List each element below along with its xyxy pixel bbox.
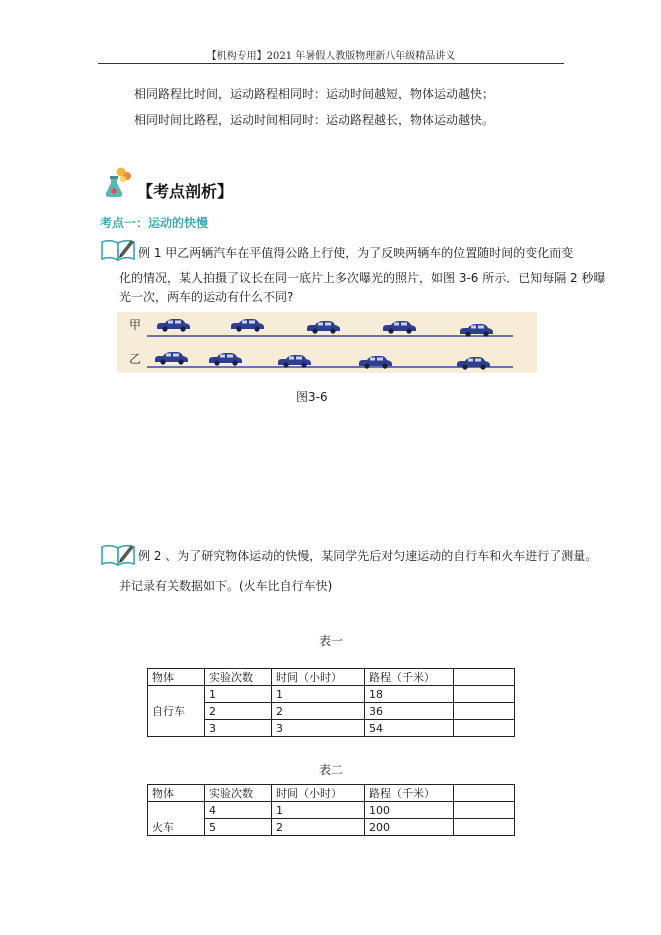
table-cell: 2	[205, 703, 272, 720]
header-divider	[98, 63, 564, 64]
table-header-cell: 实验次数	[205, 669, 272, 686]
section-title: 【考点剖析】	[137, 182, 234, 201]
table-header-cell: 路程（千米）	[365, 785, 454, 802]
table-cell: 5	[205, 819, 272, 836]
table-row	[148, 802, 515, 819]
table1-title: 表一	[319, 634, 344, 648]
table-header-cell: 时间（小时）	[272, 669, 365, 686]
table-cell: 54	[365, 720, 454, 737]
table-cell: 18	[365, 686, 454, 703]
table-cell	[454, 802, 515, 819]
table-row	[148, 686, 515, 703]
table-cell: 100	[365, 802, 454, 819]
intro-line-1: 相同路程比时间，运动路程相同时：运动时间越短，物体运动越快；	[134, 87, 495, 101]
table-header-cell	[454, 669, 515, 686]
car-jia-1	[157, 319, 190, 332]
example1-line-3: 光一次，两车的运动有什么不同?	[119, 290, 294, 304]
table-header-cell: 时间（小时）	[272, 785, 365, 802]
table-header-cell: 路程（千米）	[365, 669, 454, 686]
car-jia-2	[231, 319, 264, 332]
table-header-row	[148, 669, 515, 686]
table-object-cell: 自行车	[148, 686, 205, 737]
car-tracks-svg	[117, 312, 537, 373]
table-cell	[454, 720, 515, 737]
table-header-cell	[454, 785, 515, 802]
table-cell: 1	[272, 686, 365, 703]
table-cell: 4	[205, 802, 272, 819]
page-header: 【机构专用】2021 年暑假人教版物理新八年级精品讲义	[206, 51, 456, 62]
figure-caption: 图3-6	[296, 390, 328, 404]
car-photo-figure	[117, 312, 537, 373]
example2-line-1: 例 2 、为了研究物体运动的快慢，某同学先后对匀速运动的自行车和火车进行了测量。	[138, 549, 598, 563]
table-cell: 2	[272, 819, 365, 836]
table-cell: 36	[365, 703, 454, 720]
car-jia-4	[383, 321, 416, 334]
book-pencil-icon	[100, 541, 138, 567]
car-jia-3	[307, 321, 340, 334]
table-cell	[454, 703, 515, 720]
table-cell	[454, 686, 515, 703]
table2	[147, 784, 515, 836]
table-cell: 1	[205, 686, 272, 703]
point-title: 考点一：运动的快慢	[100, 216, 209, 230]
intro-line-2: 相同时间比路程，运动时间相同时：运动路程越长，物体运动越快。	[134, 113, 495, 127]
car-yi-3	[278, 355, 311, 368]
table2-title: 表二	[319, 763, 344, 777]
table-header-row	[148, 785, 515, 802]
table-cell: 1	[272, 802, 365, 819]
flask-icon	[102, 166, 136, 200]
table-header-cell: 物体	[148, 669, 205, 686]
car-yi-1	[155, 352, 188, 365]
book-pencil-icon	[100, 236, 138, 262]
track-label-jia: 甲	[129, 318, 142, 332]
car-jia-5	[460, 324, 493, 337]
example1-line-2: 化的情况，某人拍摄了议长在同一底片上多次曝光的照片，如图 3-6 所示．已知每隔 2 秒曝	[119, 271, 606, 285]
table-header-cell: 实验次数	[205, 785, 272, 802]
track-label-yi: 乙	[129, 352, 142, 366]
table-cell: 2	[272, 703, 365, 720]
table-object-cell: 火车	[148, 802, 205, 836]
table1	[147, 668, 515, 737]
example2-line-2: 并记录有关数据如下。(火车比自行车快)	[119, 579, 333, 593]
table-header-cell: 物体	[148, 785, 205, 802]
table-cell: 200	[365, 819, 454, 836]
table-cell	[454, 819, 515, 836]
car-yi-2	[209, 353, 242, 366]
table-cell: 3	[272, 720, 365, 737]
example1-line-1: 例 1 甲乙两辆汽车在平值得公路上行使，为了反映两辆车的位置随时间的变化而变	[138, 246, 574, 260]
table-cell: 3	[205, 720, 272, 737]
